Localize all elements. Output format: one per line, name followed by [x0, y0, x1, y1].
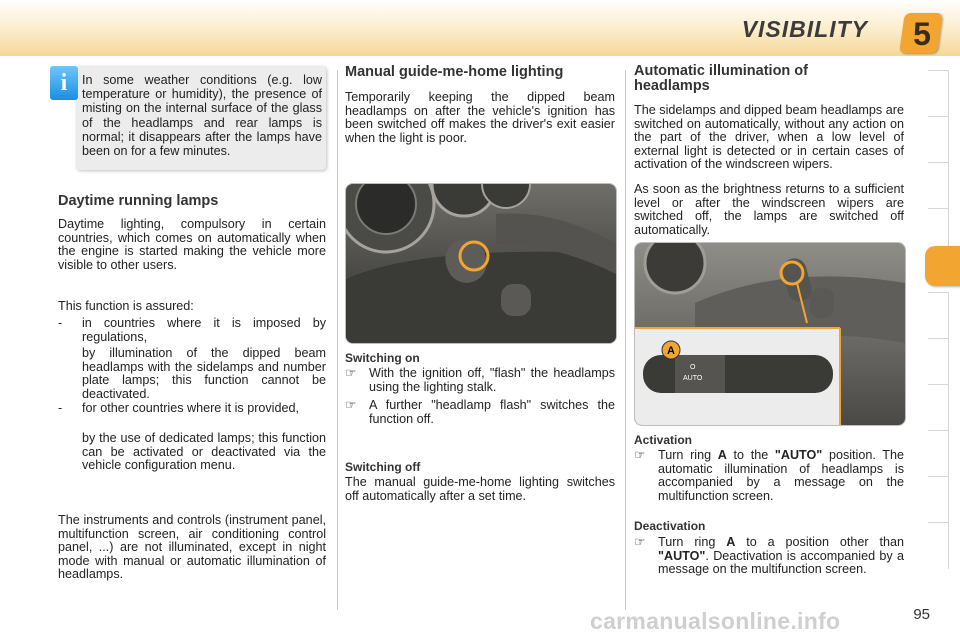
chapter-tab[interactable]: [928, 116, 949, 163]
ring-ref: A: [717, 448, 727, 462]
text-span: position. The automatic illumination of headlamps is accompanied by a message on the multifunction screen.: [658, 448, 904, 503]
auto-intro: The sidelamps and dipped beam headlamps are switched on automatically, without any action on the part of the driver, when a low level of external light is detected or in certain cases of activation of the windscreen wipers.: [634, 103, 904, 172]
pointing-hand-icon: ☞: [345, 366, 357, 380]
bullet-mark: -: [58, 401, 63, 415]
text-span: . Deactivation is accompanied by a message on the multifunction screen.: [658, 548, 904, 577]
chapter-tab[interactable]: [928, 384, 949, 431]
daytime-title: Daytime running lamps: [58, 193, 219, 209]
list-item: [634, 536, 904, 586]
auto-para2: As soon as the brightness returns to a sufficient level or after the windscreen wipers are switched off, the lamps are switched off automatically.: [634, 182, 904, 237]
manual-intro: Temporarily keeping the dipped beam headlamps on after the vehicle's ignition has been switched off makes the driver's exit easier when the light is poor.: [345, 90, 615, 145]
text-span: to the: [726, 448, 775, 462]
auto-ref: "AUTO": [658, 548, 706, 563]
deactivation-text: [658, 536, 904, 577]
list-item: [345, 367, 615, 397]
activation-text: [658, 449, 904, 503]
list-item: [634, 448, 904, 503]
daytime-intro: Daytime lighting, compulsory in certain countries, which comes on automatically when the engine is started making the vehicle more visible to other users.: [58, 217, 326, 272]
list-item-lead: in countries where it is imposed by regulations,: [82, 316, 326, 344]
list-item-text: With the ignition off, "flash" the headlamps using the lighting stalk.: [369, 366, 615, 394]
chapter-tab[interactable]: [928, 430, 949, 477]
text-span: Turn ring: [658, 535, 727, 549]
pointing-hand-icon: ☞: [634, 535, 646, 549]
text-span: Turn ring: [658, 448, 718, 462]
pointing-hand-icon: ☞: [345, 398, 357, 412]
page-title: VISIBILITY: [741, 16, 868, 42]
switching-off-text: The manual guide-me-home lighting switches off automatically after a set time.: [345, 475, 615, 503]
switching-on-title: Switching on: [345, 351, 420, 365]
list-item: [58, 402, 326, 492]
auto-headlamp-illustration: [635, 243, 905, 425]
list-item: [345, 399, 615, 429]
column-divider: [625, 70, 626, 610]
switching-off-title: Switching off: [345, 460, 421, 474]
lighting-stalk-illustration: [346, 184, 616, 343]
auto-title-line2: headlamps: [634, 78, 710, 94]
list-item-text: A further "headlamp flash" switches the function off.: [369, 398, 615, 426]
chapter-tab[interactable]: [928, 522, 949, 569]
chapter-tab[interactable]: [928, 476, 949, 523]
chapter-tab[interactable]: [928, 70, 949, 117]
chapter-number: 5: [913, 16, 931, 52]
manual-title: Manual guide-me-home lighting: [345, 64, 564, 80]
list-item-detail: by the use of dedicated lamps; this function can be activated or deactivated via the vehicle configuration menu.: [82, 431, 326, 473]
lighting-stalk-photo: [345, 183, 617, 344]
auto-title-line1: Automatic illumination of: [634, 63, 808, 79]
daytime-assured: This function is assured:: [58, 299, 194, 313]
text-span: to a position other than: [735, 535, 904, 549]
deactivation-title: Deactivation: [634, 519, 706, 533]
chapter-tab-active[interactable]: [925, 246, 960, 286]
chapter-tab[interactable]: [928, 292, 949, 339]
list-item-detail: by illumination of the dipped beam headlamps with the sidelamps and number plate lamps; this function cannot be deactivated.: [82, 346, 326, 401]
auto-ref: "AUTO": [774, 448, 823, 462]
info-note-text: In some weather conditions (e.g. low temperature or humidity), the presence of misting on the internal surface of the glass of the headlamps and rear lamps is normal; it disappears after the lamps have been on for a few minutes.: [82, 73, 322, 159]
column-divider: [337, 70, 338, 610]
stalk-auto-label: AUTO: [683, 375, 703, 382]
auto-headlamp-stalk-photo: [634, 242, 906, 426]
list-item-lead: for other countries where it is provided,: [82, 401, 299, 415]
ring-label: A: [667, 345, 675, 357]
bullet-mark: -: [58, 316, 63, 330]
ring-ref: A: [726, 535, 736, 549]
stalk-off-label: O: [690, 364, 696, 371]
pointing-hand-icon: ☞: [634, 448, 646, 462]
activation-title: Activation: [634, 433, 693, 447]
chapter-tab[interactable]: [928, 338, 949, 385]
chapter-tab[interactable]: [928, 162, 949, 209]
daytime-footer-note: The instruments and controls (instrument panel, multifunction screen, air conditioning control panel, ...) are not illuminated, except in night mode with manual or automatic illumination of headlamps.: [58, 513, 326, 582]
chapter-tabs: [928, 70, 960, 575]
info-icon: i: [50, 66, 78, 100]
page-number: 95: [913, 606, 930, 623]
watermark: carmanualsonline.info: [590, 608, 841, 634]
